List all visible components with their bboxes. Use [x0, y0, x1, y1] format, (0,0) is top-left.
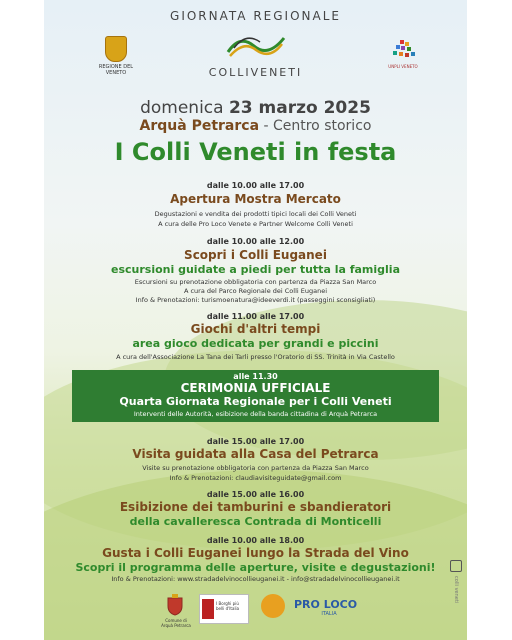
seal-icon	[261, 594, 285, 618]
footer-logos	[44, 594, 467, 634]
date-main: 23 marzo 2025	[228, 98, 371, 118]
program-time: dalle 15.00 alle 16.00	[206, 490, 305, 499]
program-subtitle: escursioni guidate a piedi per tutta la famiglia	[111, 263, 400, 276]
program-subtitle: della cavalleresca Contrada di Monticelli	[129, 515, 382, 528]
side-social-bar	[449, 0, 463, 640]
lion-shield-icon	[105, 36, 127, 62]
program-detail: Info & Prenotazioni: www.stradadelvinocollieuganei.it - info@stradadelvinocollieuganei.it	[111, 575, 400, 583]
event-date	[44, 98, 467, 118]
program-subtitle: Quarta Giornata Regionale per i Colli Veneti	[119, 395, 392, 408]
program-detail: Info & Prenotazioni: claudiavisiteguidate@gmail.com	[169, 474, 342, 482]
date-prefix: domenica	[140, 98, 224, 118]
program-title: Scopri i Colli Euganei	[184, 248, 327, 262]
unpli-label: UNPLI VENETO	[388, 64, 418, 69]
comune-label: Comune di Arquà Petrarca	[161, 618, 191, 628]
program-detail: Visite su prenotazione obbligatoria con partenza da Piazza San Marco	[142, 464, 369, 472]
proloco-label: PRO LOCO	[294, 598, 358, 611]
program-time: dalle 10.00 alle 17.00	[206, 181, 305, 190]
program-detail: Info & Prenotazioni: turismoenatura@ideeverdi.it (passeggini sconsigliati)	[135, 296, 376, 304]
program-detail: Degustazioni e vendita dei prodotti tipici locali dei Colli Veneti	[154, 210, 357, 218]
program-subtitle: area gioco dedicata per grandi e piccini	[132, 337, 379, 350]
place-name: Arquà Petrarca	[139, 118, 260, 134]
program-detail: Escursioni su prenotazione obbligatoria con partenza da Piazza San Marco	[134, 278, 377, 286]
program-title: Visita guidata alla Casa del Petrarca	[132, 447, 379, 461]
proloco-sublabel: ITALIA	[321, 611, 337, 617]
borghi-label: I Borghi più belli d'Italia	[216, 601, 240, 611]
program-detail: A cura delle Pro Loco Venete e Partner Welcome Colli Veneti	[158, 220, 353, 228]
colli-veneti-logo-icon	[224, 30, 288, 60]
program-title: CERIMONIA UFFICIALE	[180, 381, 331, 395]
unpli-logo-icon	[388, 38, 418, 62]
program-title: Giochi d'altri tempi	[190, 322, 321, 336]
regione-label: REGIONE DEL VENETO	[98, 64, 134, 76]
event-place	[44, 118, 467, 134]
program-detail: A cura dell'Associazione La Tana dei Tarli presso l'Oratorio di SS. Trinità in Via Castello	[116, 353, 395, 361]
program-title: Esibizione dei tamburini e sbandieratori	[119, 500, 392, 514]
program-detail: A cura del Parco Regionale dei Colli Euganei	[183, 287, 328, 295]
program-time: alle 11.30	[233, 372, 278, 381]
program-detail: Interventi delle Autorità, esibizione della banda cittadina di Arquà Petrarca	[133, 410, 378, 418]
event-title: I Colli Veneti in festa	[114, 138, 397, 166]
event-type-header: GIORNATA REGIONALE	[170, 9, 341, 23]
side-text: colli veneti	[453, 576, 459, 604]
place-detail: Centro storico	[272, 118, 372, 134]
program-title: Gusta i Colli Euganei lungo la Strada del Vino	[102, 546, 409, 560]
borghi-tower-icon	[202, 599, 214, 619]
place-separator: -	[263, 118, 269, 134]
program-subtitle: Scopri il programma delle aperture, visite e degustazioni!	[75, 561, 436, 574]
ceremony-box	[72, 370, 439, 422]
comune-crest-icon	[166, 594, 184, 616]
program-time: dalle 15.00 alle 17.00	[206, 437, 305, 446]
social-icon[interactable]	[450, 560, 462, 572]
program-time: dalle 11.00 alle 17.00	[206, 312, 305, 321]
borghi-logo	[199, 594, 249, 624]
proloco-logo	[294, 598, 364, 618]
event-poster	[44, 0, 467, 640]
program-title: Apertura Mostra Mercato	[170, 192, 341, 206]
program-time: dalle 10.00 alle 12.00	[206, 237, 305, 246]
brand-name: COLLIVENETI	[208, 66, 303, 79]
program-time: dalle 10.00 alle 18.00	[206, 536, 305, 545]
